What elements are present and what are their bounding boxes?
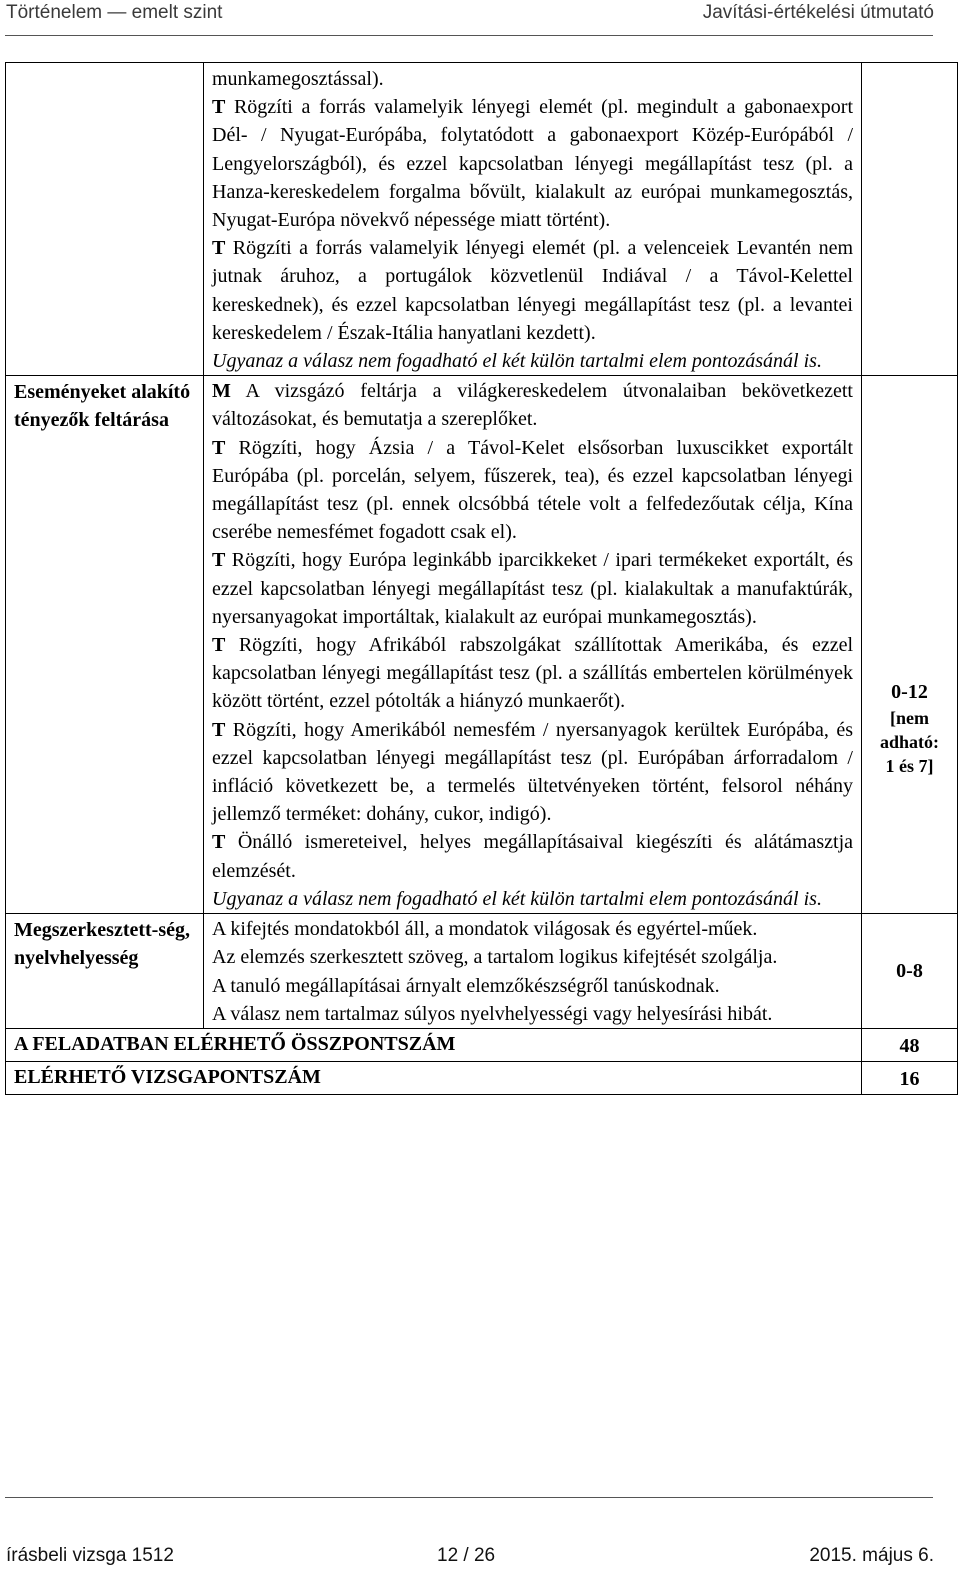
footer-exam-code: írásbeli vizsga 1512 — [6, 1545, 174, 1566]
scoring-note — [212, 885, 853, 913]
item-text: Ugyanaz a válasz nem fogadható el két külön tartalmi elem pontozásánál is. — [212, 887, 822, 910]
scoring-item — [212, 943, 853, 971]
scoring-item — [212, 234, 853, 347]
description-cell — [204, 914, 862, 1029]
scoring-item — [212, 434, 853, 547]
points-note: 1 és 7] — [885, 756, 934, 777]
scoring-table — [5, 62, 958, 1095]
item-type-marker: T — [212, 436, 226, 459]
scoring-item — [212, 716, 853, 829]
points-cell — [862, 914, 958, 1029]
item-text: Az elemzés szerkesztett szöveg, a tartalom logikus kifejtését szolgálja. — [212, 946, 778, 969]
scoring-note — [212, 347, 853, 375]
criterion-label: Megszerkesztett-ség, nyelvhelyesség — [14, 919, 191, 970]
header-doc-type: Javítási-értékelési útmutató — [702, 2, 934, 23]
criterion-cell — [6, 63, 204, 376]
item-type-marker: T — [212, 237, 226, 260]
item-text: A tanuló megállapításai árnyalt elemzőkészségről tanúskodnak. — [212, 974, 720, 997]
item-type-marker: T — [212, 549, 226, 572]
item-text: Rögzíti, hogy Ázsia / a Távol-Kelet elsősorban luxuscikket exportált Európába (pl. porcelán, selyem, fűszerek, tea), és ezzel kapcsolatban lényegi megállapítást tesz (pl. ennek olcsóbbá tétele volt a felfedezőutak célja, Kína cserébe nemesfémet fogadott csak el). — [212, 436, 854, 544]
item-text: Önálló ismereteivel, helyes megállapításaival kiegészíti és alátámasztja elemzését. — [212, 831, 853, 882]
scoring-item — [212, 972, 853, 1000]
item-text: Rögzíti, hogy Amerikából nemesfém / nyersanyagok kerültek Európába, és ezzel kapcsolatban lényegi megállapítást tesz (pl. Európában árforradalom / infláció következett be, a termelés ültetvényeken történt, felsorol néhány jellemző terméket: dohány, cukor, indigó). — [212, 718, 854, 826]
points-note: adható: — [879, 732, 939, 753]
total-row — [6, 1028, 958, 1061]
footer-date: 2015. május 6. — [809, 1545, 934, 1566]
total-label: ELÉRHETŐ VIZSGAPONTSZÁM — [6, 1061, 862, 1094]
scoring-item — [212, 546, 853, 631]
header-subject: Történelem — emelt szint — [6, 2, 223, 23]
scoring-item — [212, 631, 853, 716]
item-type-marker: T — [212, 718, 226, 741]
criterion-label: Eseményeket alakító tényezők feltárása — [14, 381, 191, 432]
table-row — [6, 63, 958, 376]
description-cell — [204, 63, 862, 376]
item-type-marker: T — [212, 634, 226, 657]
table-row — [6, 914, 958, 1029]
item-text: A vizsgázó feltárja a világkereskedelem útvonalaiban bekövetkezett változásokat, és bemutatja a szereplőket. — [212, 380, 853, 431]
total-row — [6, 1061, 958, 1094]
item-text: A kifejtés mondatokból áll, a mondatok világosak és egyértel-műek. — [212, 918, 758, 941]
table-row — [6, 376, 958, 914]
total-value: 48 — [862, 1028, 958, 1061]
item-type-marker: T — [212, 831, 226, 854]
total-value: 16 — [862, 1061, 958, 1094]
item-text: Rögzíti a forrás valamelyik lényegi elemét (pl. a velenceiek Levantén nem jutnak áruhoz, a portugálok közvetlenül Indiával / a Távol-Kelettel kereskednek), és ezzel kapcsolatban lényegi megállapítást tesz (pl. a levantei kereskedelem / Észak-Itália hanyatlani kezdett). — [212, 237, 854, 344]
criterion-cell — [6, 376, 204, 914]
total-label: A FELADATBAN ELÉRHETŐ ÖSSZPONTSZÁM — [6, 1028, 862, 1061]
item-type-marker: M — [212, 380, 231, 403]
item-text: munkamegosztással). — [212, 68, 384, 90]
item-text: Rögzíti, hogy Európa leginkább iparcikkeket / ipari termékeket exportált, és ezzel kapcsolatban lényegi megállapítást tesz (pl. kialakultak a manufaktúrák, nyersanyagokat importáltak, kialakult az európai munkamegosztás). — [212, 549, 853, 628]
footer-page-number: 12 / 26 — [437, 1545, 496, 1566]
scoring-item — [212, 828, 853, 884]
criterion-cell — [6, 914, 204, 1029]
scoring-item — [212, 915, 853, 943]
scoring-item — [212, 93, 853, 234]
item-text: A válasz nem tartalmaz súlyos nyelvhelyességi vagy helyesírási hibát. — [212, 1002, 773, 1025]
item-text: Rögzíti a forrás valamelyik lényegi elemét (pl. megindult a gabonaexport Dél- / Nyugat-Európába, folytatódott a gabonaexport Közép-Európából / Lengyelországból), és ezzel kapcsolatban lényegi megállapítást tesz (pl. a Hanza-kereskedelem forgalma bővült, kialakult az európai munkamegosztás, Nyugat-Európa növekvő népessége miatt történt). — [212, 96, 853, 232]
page-header — [0, 0, 960, 30]
points-note: [nem — [890, 708, 929, 729]
scoring-item — [212, 1000, 853, 1028]
scoring-item — [212, 65, 853, 93]
scoring-item — [212, 377, 853, 433]
item-text: Ugyanaz a válasz nem fogadható el két külön tartalmi elem pontozásánál is. — [212, 350, 822, 373]
points-cell — [862, 63, 958, 376]
item-text: Rögzíti, hogy Afrikából rabszolgákat szállítottak Amerikába, és ezzel kapcsolatban lényegi megállapítást tesz (pl. a szállítás embertelen körülmények között történt, ezzel pótolták a hiányzó munkaerőt). — [212, 634, 854, 713]
points-value: 0-8 — [896, 959, 923, 982]
item-type-marker: T — [212, 96, 226, 119]
points-value: 0-12 — [891, 681, 928, 704]
description-cell — [204, 376, 862, 914]
header-divider — [5, 35, 933, 36]
points-cell — [862, 376, 958, 914]
footer-divider — [5, 1497, 933, 1498]
